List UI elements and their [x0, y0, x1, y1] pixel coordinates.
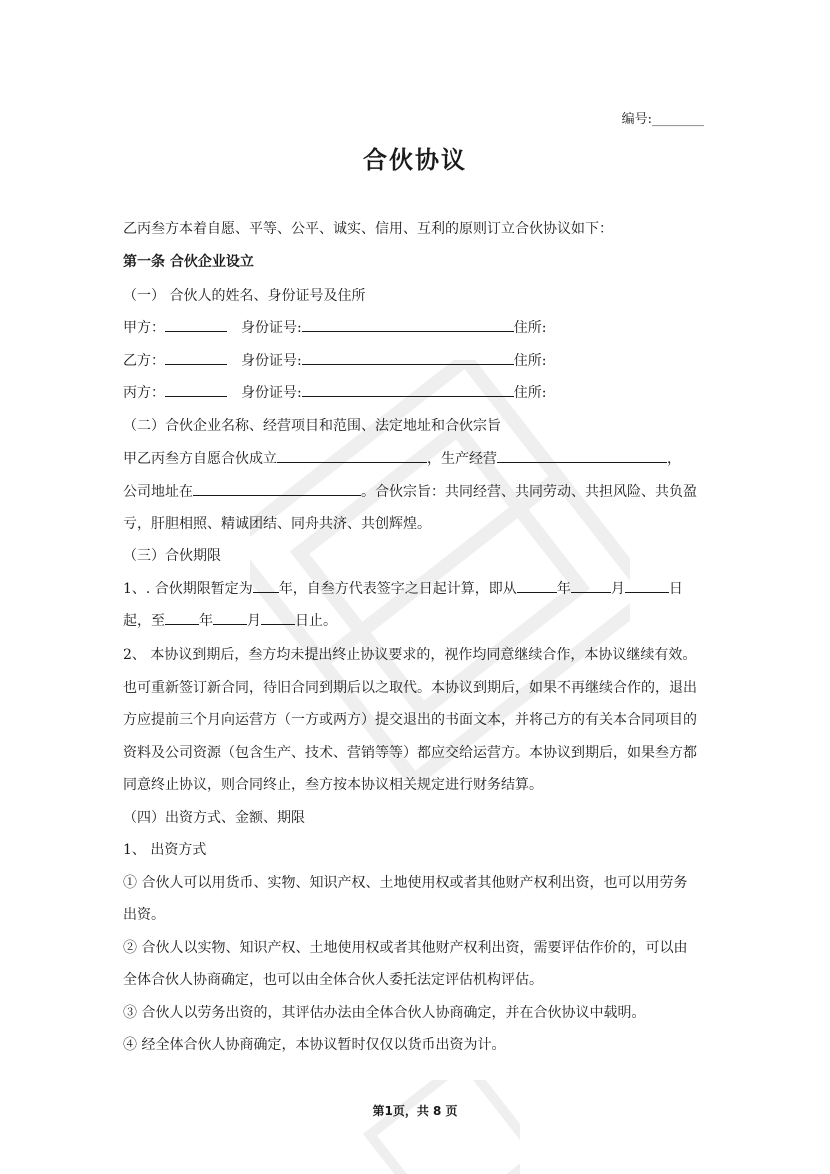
term-paragraph-2-line: 资料及公司资源（包含生产、技术、营销等等）都应交给运营方。本协议到期后，如果叁方都: [123, 745, 697, 761]
section-2-heading: （二）合伙企业名称、经营项目和范围、法定地址和合伙宗旨: [123, 418, 501, 434]
id-blank: [302, 382, 514, 397]
year-label: 年: [199, 613, 213, 629]
party-label: 丙方：: [123, 385, 165, 401]
document-title: 合伙协议: [363, 145, 467, 174]
party-row-c: [123, 382, 546, 402]
term-text-b: 年，自叁方代表签字之日起计算，即从: [278, 581, 517, 597]
year-label: 年: [556, 581, 571, 597]
purpose-text: 。合伙宗旨：共同经营、共同劳动、共担风险、共负盈: [361, 484, 697, 500]
name-blank: [165, 350, 227, 365]
id-blank: [302, 317, 514, 332]
watermark-stamp-footer: [360, 1080, 520, 1174]
serial-label: 编号:: [621, 112, 652, 127]
address-blank: [193, 481, 361, 496]
term-paragraph-2-line: 同意终止协议，则合同终止，叁方按本协议相关规定进行财务结算。: [123, 777, 543, 793]
established-text: 甲乙丙叁方自愿合伙成立: [123, 451, 277, 467]
intro-paragraph: 乙丙叁方本着自愿、平等、公平、诚实、信用、互利的原则订立合伙协议如下：: [123, 221, 613, 237]
end-month-blank: [213, 610, 247, 625]
party-label: 乙方：: [123, 353, 165, 369]
business-text: ，生产经营: [427, 451, 497, 467]
end-day-blank: [261, 610, 295, 625]
party-row-a: [123, 317, 546, 337]
term-paragraph-2-line: 方应提前三个月向运营方（一方或两方）提交退出的书面文本，并将己方的有关本合同项目的: [123, 712, 697, 728]
month-label: 月: [247, 613, 261, 629]
term-line-1: [123, 578, 683, 598]
contribution-item-1: ① 合伙人可以用货币、实物、知识产权、土地使用权或者其他财产权利出资，也可以用劳务: [123, 875, 688, 891]
contribution-item-3: ③ 合伙人以劳务出资的，其评估办法由全体合伙人协商确定，并在合伙协议中载明。: [123, 1005, 646, 1021]
term-paragraph-2-line: 2、 本协议到期后，叁方均未提出终止协议要求的，视作均同意继续合作，本协议继续有效。: [123, 647, 697, 663]
month-label: 月: [610, 581, 625, 597]
term-text-c: 起，至: [123, 613, 165, 629]
company-name-blank: [277, 448, 427, 463]
page-footer: 第1页，共 8 页: [372, 1104, 458, 1118]
business-blank: [497, 448, 667, 463]
section-3-heading: （三）合伙期限: [123, 548, 221, 564]
term-text-a: 1、. 合伙期限暂定为: [123, 581, 253, 597]
address-text: 公司地址在: [123, 484, 193, 500]
address-label: 住所:: [513, 353, 547, 369]
serial-number: [622, 108, 704, 127]
party-label: 甲方：: [123, 320, 165, 336]
day-label: 日: [668, 581, 683, 597]
comma-text: ，: [667, 451, 681, 467]
term-paragraph-2-line: 也可重新签订新合同，待旧合同到期后以之取代。本协议到期后，如果不再继续合作的，退出: [123, 680, 697, 696]
name-blank: [165, 382, 227, 397]
article-1-heading: 第一条 合伙企业设立: [123, 254, 254, 270]
address-line: [123, 481, 697, 501]
id-blank: [302, 350, 514, 365]
contribution-method-heading: 1、 出资方式: [123, 842, 207, 858]
address-label: 住所:: [513, 385, 547, 401]
contribution-item-2: ② 合伙人以实物、知识产权、土地使用权或者其他财产权利出资，需要评估作价的，可以由: [123, 940, 688, 956]
section-1-heading: （一） 合伙人的姓名、身份证号及住所: [123, 288, 366, 304]
id-label: 身份证号:: [241, 353, 302, 369]
contribution-item-4: ④ 经全体合伙人协商确定，本协议暂时仅仅以货币出资为计。: [123, 1037, 506, 1053]
end-year-blank: [165, 610, 199, 625]
party-row-b: [123, 350, 546, 370]
id-label: 身份证号:: [241, 385, 302, 401]
term-years-blank: [253, 578, 279, 593]
contribution-item-1-cont: 出资。: [123, 907, 165, 923]
serial-blank: ________: [652, 112, 704, 127]
day-end-label: 日止。: [295, 613, 337, 629]
section-4-heading: （四）出资方式、金额、期限: [123, 810, 305, 826]
establishment-line: [123, 448, 681, 468]
term-line-2: [123, 610, 337, 630]
start-month-blank: [571, 578, 611, 593]
address-label: 住所:: [513, 320, 547, 336]
purpose-continued: 亏，肝胆相照、精诚团结、同舟共济、共创辉煌。: [123, 516, 431, 532]
name-blank: [165, 317, 227, 332]
start-year-blank: [517, 578, 557, 593]
id-label: 身份证号:: [241, 320, 302, 336]
start-day-blank: [625, 578, 669, 593]
contribution-item-2-cont: 全体合伙人协商确定，也可以由全体合伙人委托法定评估机构评估。: [123, 972, 543, 988]
